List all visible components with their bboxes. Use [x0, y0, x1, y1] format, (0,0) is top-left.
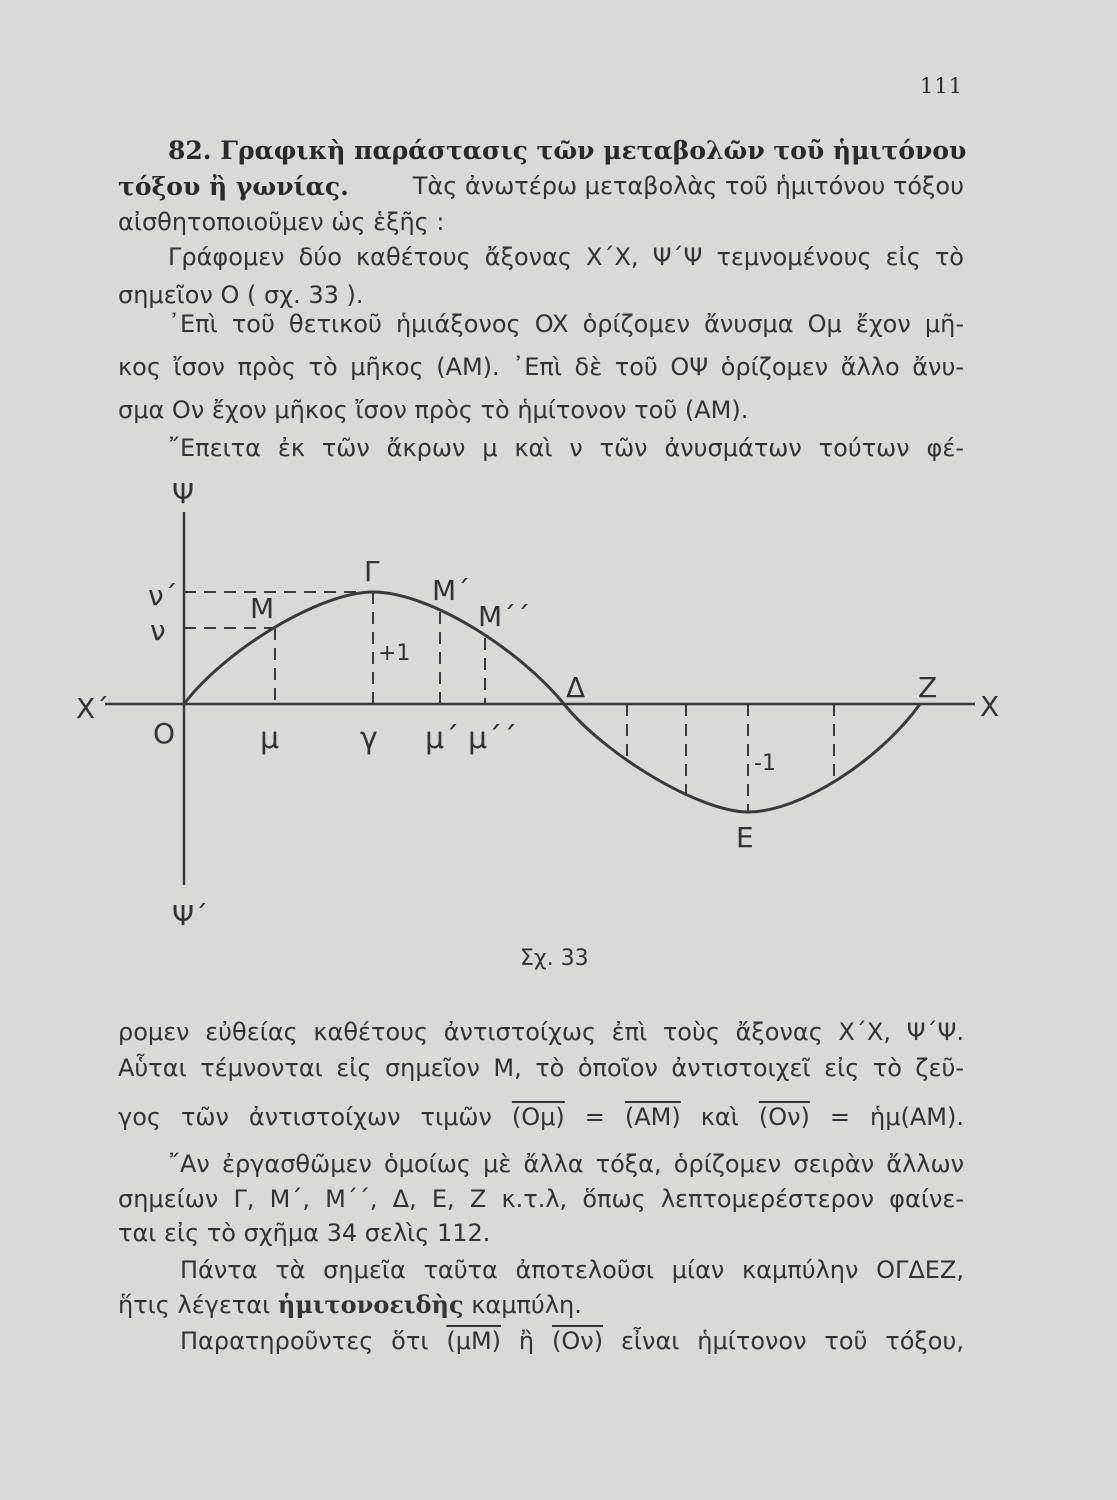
section-heading-bold: τόξου ἢ γωνίας.: [118, 172, 349, 201]
text-span: καμπύλη.: [471, 1291, 582, 1319]
paragraph-line: ᾽Επὶ τοῦ θετικοῦ ἡμιάξονος OX ὁρίζομεν ἄνυσμα Oμ ἔχον μῆ-: [168, 310, 964, 338]
bold-term: ἡμιτονοειδὴς: [277, 1290, 464, 1319]
equals-sign: =: [829, 1103, 850, 1131]
nu-label: ν: [150, 614, 166, 647]
paragraph-line: σμα Oν ἔχον μῆκος ἴσον πρὸς τὸ ἡμίτονον τοῦ (AM).: [118, 396, 749, 424]
sine-curve: [184, 592, 920, 812]
plus-one-label: +1: [378, 641, 411, 666]
point-gamma-label: Γ: [364, 555, 380, 588]
mu-dprime-label: μ΄΄: [468, 721, 518, 756]
paragraph-line: αἰσθητοποιοῦμεν ὡς ἑξῆς :: [118, 208, 445, 236]
paragraph-line: ῎Αν ἐργασθῶμεν ὁμοίως μὲ ἄλλα τόξα, ὁρίζομεν σειρὰν ἄλλων: [168, 1150, 964, 1178]
paragraph-line: κος ἴσον πρὸς τὸ μῆκος (AM). ᾽Επὶ δὲ τοῦ OΨ ὁρίζομεν ἄλλο ἄνυ-: [118, 353, 964, 381]
vector-um: (μM): [446, 1327, 502, 1355]
point-z-label: Z: [918, 671, 938, 704]
mu-label: μ: [260, 721, 280, 756]
paragraph-line: [180, 1327, 964, 1355]
psi-prime-label: Ψ΄: [172, 899, 209, 932]
paragraph-line: σημεῖον O ( σχ. 33 ).: [118, 281, 364, 309]
x-label: X: [980, 690, 1000, 723]
paragraph-line: ῎Επειτα ἐκ τῶν ἄκρων μ καὶ ν τῶν ἀνυσμάτων τούτων φέ-: [168, 434, 964, 462]
vector-on: (Oν): [552, 1327, 604, 1355]
page-number: 111: [920, 74, 964, 98]
section-intro-text: Τὰς ἀνωτέρω μεταβολὰς τοῦ ἡμιτόνου τόξου: [412, 172, 964, 200]
equals-sign: =: [584, 1103, 605, 1131]
paragraph-line: σημείων Γ, M΄, M΄΄, Δ, E, Z κ.τ.λ, ὅπως λεπτομερέστερον φαίνε-: [118, 1185, 964, 1213]
x-prime-label: X΄: [76, 692, 110, 725]
vector-om: (Oμ): [511, 1103, 565, 1131]
mu-prime-label: μ΄: [425, 721, 460, 756]
paragraph-line: Πάντα τὰ σημεῖα ταῦτα ἀποτελοῦσι μίαν καμπύλην OΓΔEZ,: [180, 1256, 964, 1284]
point-m-label: M: [250, 592, 275, 625]
paragraph-line: ρομεν εὐθείας καθέτους ἀντιστοίχως ἐπὶ τοὺς ἄξονας X΄X, Ψ΄Ψ.: [118, 1018, 964, 1046]
point-e-label: E: [736, 821, 754, 854]
paragraph-line: Αὗται τέμνονται εἰς σημεῖον M, τὸ ὁποῖον ἀντιστοιχεῖ εἰς τὸ ζεῦ-: [118, 1054, 964, 1082]
text-span: γος τῶν ἀντιστοίχων τιμῶν: [118, 1103, 492, 1131]
nu-prime-label: ν΄: [148, 579, 178, 612]
paragraph-line: [118, 1290, 964, 1319]
text-span: Παρατηροῦντες ὅτι: [180, 1327, 429, 1355]
vector-on: (Oν): [758, 1103, 810, 1131]
point-m-dprime-label: M΄΄: [478, 600, 531, 633]
paragraph-line: [118, 1103, 964, 1131]
arc-am: (AM): [624, 1103, 681, 1131]
psi-label: Ψ: [172, 477, 195, 510]
origin-label: O: [153, 717, 176, 750]
point-delta-label: Δ: [566, 671, 586, 704]
figure-caption: Σχ. 33: [520, 946, 589, 971]
text-span: ἥτις λέγεται: [118, 1291, 271, 1319]
point-m-prime-label: M΄: [432, 574, 471, 607]
paragraph-line: ται εἰς τὸ σχῆμα 34 σελὶς 112.: [118, 1219, 491, 1247]
section-heading: 82. Γραφικὴ παράστασις τῶν μεταβολῶν τοῦ ἡμιτόνου: [168, 136, 967, 165]
gamma-small-label: γ: [360, 721, 378, 756]
paragraph-line: Γράφομεν δύο καθέτους ἄξονας X΄X, Ψ΄Ψ τεμνομένους εἰς τὸ: [168, 243, 964, 271]
text-span: ἢ: [518, 1327, 535, 1355]
sine-am: ἡμ(AM).: [869, 1103, 964, 1131]
minus-one-label: -1: [754, 751, 776, 776]
text-span: εἶναι ἡμίτονον τοῦ τόξου,: [620, 1327, 964, 1355]
text-span: καὶ: [700, 1103, 739, 1131]
